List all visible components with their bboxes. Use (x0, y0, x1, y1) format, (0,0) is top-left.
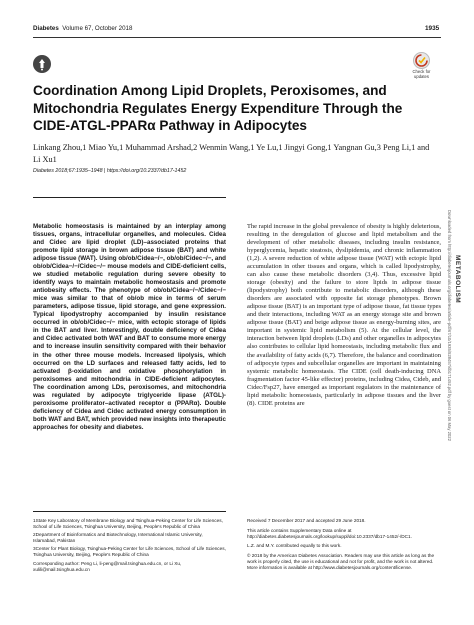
equal-contribution-note: L.Z. and M.Y. contributed equally to this work. (247, 543, 342, 549)
citation-line: Diabetes 2018;67:1935–1948 | https://doi.org/10.2337/db17-1452 (33, 168, 187, 174)
journal-issue: Volume 67, October 2018 (62, 25, 133, 32)
header-rule (33, 37, 441, 38)
check-updates-label: Check for updates (412, 69, 431, 79)
abstract-text: Metabolic homeostasis is maintained by an interplay among tissues, organs, intracellular organelles, and molecules. Cidea and Cidec are lipid droplet (LD)–associated proteins that promote lipid storage in brown adipose tissue (BAT) and white adipose tissue (WAT). Using ob/ob/Cidea−/−, ob/ob/Cidec−/−, and ob/ob/Cidea−/−/Cidec−/− mouse models and CIDE-deficient cells, we studied metabolic regulation during severe obesity to identify ways to maintain metabolic homeostasis and promote antiobesity effects. The phenotype of ob/ob/Cidea−/−/Cidec−/− mice was similar to that of ob/ob mice in terms of serum parameters, adipose tissue, lipid storage, and gene expression. Typical lipodystrophy accompanied by insulin resistance occurred in ob/ob/Cidec−/− mice, with ectopic storage of lipids in the BAT and liver. Interestingly, double deficiency of Cidea and Cidec activated both WAT and BAT to consume more energy and to increase insulin sensitivity compared with their behavior in the other three mouse models. Increased lipolysis, which occurred on the LD surfaces and released fatty acids, led to activated β-oxidation and oxidative phosphorylation in peroxisomes and mitochondria in CIDE-deficient adipocytes. The coordination among LDs, peroxisomes, and mitochondria was regulated by adipocyte triglyceride lipase (ATGL)-peroxisome proliferator–activated receptor α (PPARα). Double deficiency of Cidea and Cidec activated energy consumption in both WAT and BAT, which provided new insights into therapeutic approaches for obesity and diabetes. (33, 223, 226, 431)
affiliations (33, 518, 226, 575)
affiliation-3: 3Center for Plant Biology, Tsinghua-Peking Center for Life Sciences, School of Life Sciences, Tsinghua University, Beijing, People's Republic of China (33, 546, 226, 558)
supplementary-note[interactable]: This article contains Supplementary Data online at http://diabetes.diabetesjournals.org/lookup/suppl/doi:10.2337/db17-1452/-/DC1. (247, 527, 412, 539)
check-updates-icon (413, 52, 430, 69)
copyright-note: © 2018 by the American Diabetes Association. Readers may use this article as long as the work is properly cited, the use is educational and not for profit, and the work is not altered. More information is available at http://www.diabetesjournals.org/content/license. (247, 552, 435, 571)
abstract-bottom-rule (33, 511, 226, 512)
intro-text: The rapid increase in the global prevalence of obesity is highly deleterious, resulting in the deregulation of glucose and lipid metabolism and the development of other metabolic diseases, including insulin resistance, hyperglycemia, hepatic steatosis, dyslipidemia, and chronic inflammation (1,2). A severe reduction of white adipose tissue (WAT) with ectopic lipid accumulation in other tissues and organs, which is called lipodystrophy, can also cause these metabolic disorders (3,4). Thus, excessive lipid storage (obesity) and the failure to store lipids in adipose tissue (lipodystrophy) both contribute to metabolic disorders, although these disorders are associated with opposite fat storage phenotypes. Brown adipose tissue (BAT) is an important type of adipose tissue, fat tissue types and their interactions, including WAT as an energy storage site and brown adipose tissue (BAT) and beige adipose tissue as energy-burning sites, are important in systemic lipid metabolism (5). At the cellular level, the interaction between lipid droplets (LDs) and other organelles in adipocytes also contributes to cellular lipid homeostasis, including metabolic flux and the availability of fatty acids (6,7). Therefore, the balance and coordination of adipocyte types and subcellular organelles are important in maintaining systemic metabolic homeostasis. The CIDE (cell death-inducing DNA fragmentation factor 45-like effector) proteins, including Cidea, Cideb, and Cidec/Fsp27, have emerged as important regulators in the maintenance of lipid metabolic homeostasis, particularly in adipose tissues and the liver (8). CIDE proteins are (247, 223, 441, 407)
article-title: Coordination Among Lipid Droplets, Peroxisomes, and Mitochondria Regulates Energy Expenditure Through the CIDE-ATGL-PPARα Pathway in Adipocytes (33, 83, 403, 133)
download-note: Downloaded from http://diabetesjournals.org/diabetes/article-pdf/67/10/1935/528457/db171452.pdf by guest on 06 May 2022 (447, 210, 452, 441)
section-label: METABOLISM (454, 255, 461, 304)
page-number: 1935 (425, 25, 440, 32)
received-note: Received 7 December 2017 and accepted 29 June 2018. (247, 518, 366, 523)
check-for-updates-badge[interactable] (405, 52, 438, 82)
journal-name: Diabetes (33, 25, 59, 32)
affiliation-2: 2Department of Bioinformatics and Biotechnology, International Islamic University, Islamabad, Pakistan (33, 532, 203, 544)
corresponding-author: Corresponding author: Peng Li, li-peng@mail.tsinghua.edu.cn, or Li Xu, xulili@mail.tsinghua.edu.cn (33, 560, 182, 572)
affiliation-1: 1State Key Laboratory of Membrane Biology and Tsinghua-Peking Center for Life Sciences, School of Life Sciences, Tsinghua University, Beijing, People's Republic of China (33, 518, 223, 530)
journal-logo-icon (33, 55, 51, 73)
article-notes (247, 518, 441, 575)
running-header (33, 25, 132, 32)
abstract-top-rule (33, 197, 226, 198)
author-list: Linkang Zhou,1 Miao Yu,1 Muhammad Arshad,2 Wenmin Wang,1 Ye Lu,1 Jingyi Gong,1 Yangnan Gu,3 Peng Li,1 and Li Xu1 (33, 143, 430, 164)
